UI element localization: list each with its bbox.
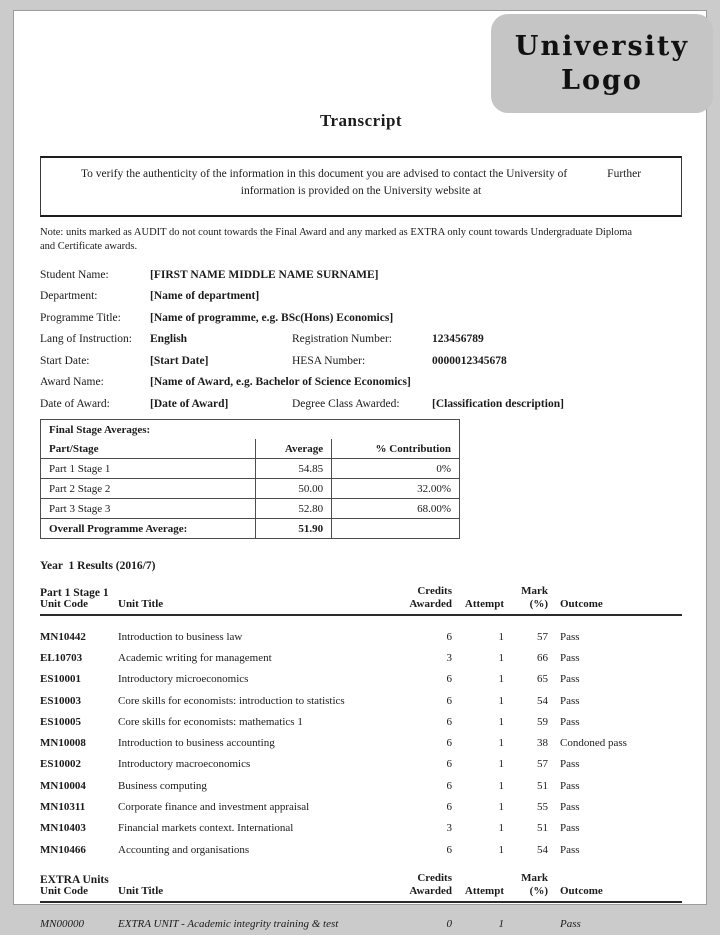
unit-outcome: Pass bbox=[560, 843, 580, 856]
unit-row bbox=[40, 647, 682, 668]
header-unit-code: Unit Code bbox=[40, 872, 118, 902]
header-mark-pct bbox=[504, 872, 548, 902]
header-credits-line1: Credits bbox=[417, 585, 452, 597]
verification-notice bbox=[40, 156, 682, 217]
overall-average-value: 51.90 bbox=[255, 519, 331, 539]
info-label: Award Name: bbox=[40, 376, 104, 388]
student-info-row bbox=[40, 351, 682, 373]
info-label: Start Date: bbox=[40, 354, 90, 367]
info-label: Degree Class Awarded: bbox=[292, 397, 400, 410]
header-outcome: Outcome bbox=[548, 585, 682, 615]
unit-mark: 54 bbox=[537, 694, 548, 707]
spacer-row bbox=[40, 902, 682, 913]
info-label: Date of Award: bbox=[40, 397, 110, 410]
header-credits-awarded bbox=[382, 585, 452, 615]
unit-mark: 55 bbox=[537, 801, 548, 814]
year-results-heading: Year 1 Results (2016/7) bbox=[40, 560, 156, 572]
unit-credits: 6 bbox=[446, 694, 452, 707]
unit-mark: 38 bbox=[537, 737, 548, 750]
info-value: [Name of programme, e.g. BSc(Hons) Economics] bbox=[150, 311, 394, 324]
info-label: Registration Number: bbox=[292, 333, 392, 345]
info-label: Lang of Instruction: bbox=[40, 333, 132, 345]
spacer-cell bbox=[40, 615, 682, 626]
unit-code: MN00000 bbox=[40, 917, 84, 930]
student-info-row bbox=[40, 286, 682, 308]
unit-credits: 6 bbox=[446, 737, 452, 750]
unit-title: Core skills for economists: introduction to statistics bbox=[118, 694, 345, 707]
overall-average-label: Overall Programme Average: bbox=[41, 519, 256, 539]
unit-code: ES10005 bbox=[40, 715, 81, 728]
unit-title: Introductory microeconomics bbox=[118, 673, 249, 686]
unit-attempt: 1 bbox=[498, 779, 504, 792]
unit-attempt: 1 bbox=[498, 758, 504, 771]
unit-row bbox=[40, 913, 682, 934]
spacer-row bbox=[40, 615, 682, 626]
unit-attempt: 1 bbox=[498, 673, 504, 686]
unit-attempt: 1 bbox=[498, 737, 504, 750]
info-value: [Start Date] bbox=[150, 354, 209, 367]
unit-mark: 54 bbox=[537, 843, 548, 856]
unit-attempt: 1 bbox=[498, 843, 504, 856]
info-label: Programme Title: bbox=[40, 311, 121, 324]
header-unit-title: Unit Title bbox=[118, 872, 382, 902]
unit-row bbox=[40, 796, 682, 817]
unit-code: MN10466 bbox=[40, 843, 86, 856]
unit-title: Introductory macroeconomics bbox=[118, 758, 251, 771]
info-label: HESA Number: bbox=[292, 354, 366, 367]
info-value: English bbox=[150, 333, 188, 345]
student-info-section bbox=[40, 265, 682, 416]
unit-row bbox=[40, 669, 682, 690]
unit-credits: 6 bbox=[446, 801, 452, 814]
unit-row bbox=[40, 839, 682, 860]
overall-average-row bbox=[41, 519, 460, 539]
verification-text-part2: Further information is provided on the University website at bbox=[240, 168, 642, 197]
unit-title: Introduction to business accounting bbox=[118, 737, 275, 750]
student-info-row bbox=[40, 372, 682, 394]
page-title: Transcript bbox=[319, 111, 403, 130]
unit-code: MN10008 bbox=[40, 737, 86, 750]
header-credits-line1: Credits bbox=[417, 872, 452, 885]
unit-outcome: Pass bbox=[560, 779, 580, 792]
unit-mark: 59 bbox=[537, 715, 548, 728]
info-value: [Date of Award] bbox=[150, 397, 229, 410]
unit-mark: 65 bbox=[537, 673, 548, 686]
header-credits-line2: Awarded bbox=[409, 598, 452, 610]
audit-note: Note: units marked as AUDIT do not count towards the Final Award and any marked as EXTRA only count towards Undergraduate Diploma and Certificate awards. bbox=[40, 227, 633, 252]
unit-code: MN10442 bbox=[40, 630, 86, 643]
unit-mark: 57 bbox=[537, 630, 548, 643]
header-credits-line2: Awarded bbox=[409, 885, 452, 898]
unit-outcome: Pass bbox=[560, 694, 580, 707]
unit-row bbox=[40, 775, 682, 796]
final-stage-contribution: 68.00% bbox=[332, 499, 460, 519]
student-info-row bbox=[40, 394, 682, 416]
header-contribution: % Contribution bbox=[332, 439, 460, 459]
info-value: 123456789 bbox=[432, 333, 484, 345]
unit-outcome: Pass bbox=[560, 801, 580, 814]
info-value: [FIRST NAME MIDDLE NAME SURNAME] bbox=[150, 268, 379, 281]
final-stage-contribution: 0% bbox=[332, 459, 460, 479]
unit-code: MN10403 bbox=[40, 822, 86, 835]
header-unit-code: Unit Code bbox=[40, 585, 118, 615]
unit-title: Core skills for economists: mathematics 1 bbox=[118, 715, 303, 728]
unit-attempt: 1 bbox=[498, 715, 504, 728]
unit-code: MN10004 bbox=[40, 779, 86, 792]
info-value: [Classification description] bbox=[432, 397, 564, 410]
unit-row bbox=[40, 732, 682, 753]
unit-outcome: Pass bbox=[560, 917, 581, 930]
unit-code: EL10703 bbox=[40, 651, 83, 664]
header-average: Average bbox=[255, 439, 331, 459]
unit-credits: 6 bbox=[446, 715, 452, 728]
student-info-row bbox=[40, 308, 682, 330]
header-attempt: Attempt bbox=[452, 585, 504, 615]
header-mark-line1: Mark bbox=[521, 585, 548, 597]
unit-outcome: Condoned pass bbox=[560, 737, 627, 750]
info-value: 0000012345678 bbox=[432, 354, 507, 367]
unit-attempt: 1 bbox=[498, 801, 504, 814]
part-stage-heading: Part 1 Stage 1 bbox=[40, 587, 109, 599]
header-mark-line1: Mark bbox=[521, 872, 548, 885]
spacer-cell bbox=[40, 902, 682, 913]
info-label: Student Name: bbox=[40, 268, 109, 281]
verification-text-part1: To verify the authenticity of the information in this document you are advised to contact the University of bbox=[80, 168, 568, 180]
unit-row bbox=[40, 626, 682, 647]
final-stage-part: Part 2 Stage 2 bbox=[41, 479, 256, 499]
unit-credits: 6 bbox=[446, 673, 452, 686]
logo-text-line2: Logo bbox=[561, 64, 643, 96]
header-part-stage: Part/Stage bbox=[41, 439, 256, 459]
unit-credits: 6 bbox=[446, 758, 452, 771]
extra-header-row bbox=[40, 872, 682, 902]
header-mark-pct bbox=[504, 585, 548, 615]
extra-units-table bbox=[40, 872, 682, 934]
unit-outcome: Pass bbox=[560, 822, 580, 835]
unit-credits: 3 bbox=[446, 651, 452, 664]
header-mark-line2: (%) bbox=[529, 598, 548, 610]
unit-code: ES10003 bbox=[40, 694, 81, 707]
unit-outcome: Pass bbox=[560, 630, 580, 643]
unit-credits: 6 bbox=[446, 630, 452, 643]
final-stage-averages-table bbox=[40, 419, 460, 539]
unit-mark: 51 bbox=[537, 822, 548, 835]
results-table bbox=[40, 585, 682, 860]
unit-title: Academic writing for management bbox=[118, 651, 272, 664]
info-value: [Name of Award, e.g. Bachelor of Science Economics] bbox=[150, 376, 411, 388]
info-label: Department: bbox=[40, 290, 98, 302]
final-stage-average: 50.00 bbox=[255, 479, 331, 499]
unit-attempt: 1 bbox=[498, 694, 504, 707]
unit-row bbox=[40, 711, 682, 732]
unit-title: Business computing bbox=[118, 779, 207, 792]
final-stage-row bbox=[41, 459, 460, 479]
logo-text-line1: University bbox=[514, 30, 690, 62]
unit-row bbox=[40, 754, 682, 775]
extra-units-heading: EXTRA Units bbox=[40, 874, 109, 887]
final-stage-row bbox=[41, 499, 460, 519]
unit-attempt: 1 bbox=[498, 917, 504, 930]
university-logo bbox=[491, 14, 713, 113]
unit-credits: 6 bbox=[446, 779, 452, 792]
unit-row bbox=[40, 818, 682, 839]
final-stage-average: 52.80 bbox=[255, 499, 331, 519]
unit-mark bbox=[504, 913, 548, 934]
student-info-row bbox=[40, 329, 682, 351]
unit-mark: 57 bbox=[537, 758, 548, 771]
final-stage-part: Part 1 Stage 1 bbox=[41, 459, 256, 479]
final-stage-contribution: 32.00% bbox=[332, 479, 460, 499]
header-credits-awarded bbox=[382, 872, 452, 902]
unit-row bbox=[40, 690, 682, 711]
overall-average-empty bbox=[332, 519, 460, 539]
unit-attempt: 1 bbox=[498, 630, 504, 643]
final-stage-title: Final Stage Averages: bbox=[41, 420, 460, 440]
header-mark-line2: (%) bbox=[529, 885, 548, 898]
unit-credits: 3 bbox=[446, 822, 452, 835]
unit-code: MN10311 bbox=[40, 801, 86, 814]
unit-credits: 6 bbox=[446, 843, 452, 856]
unit-attempt: 1 bbox=[498, 822, 504, 835]
unit-code: ES10002 bbox=[40, 758, 81, 771]
unit-title: Financial markets context. International bbox=[118, 822, 294, 835]
unit-outcome: Pass bbox=[560, 758, 580, 771]
unit-title: Introduction to business law bbox=[118, 630, 243, 643]
transcript-page bbox=[13, 10, 707, 930]
final-stage-average: 54.85 bbox=[255, 459, 331, 479]
header-attempt: Attempt bbox=[452, 872, 504, 902]
unit-title: EXTRA UNIT - Academic integrity training & test bbox=[118, 917, 339, 930]
unit-outcome: Pass bbox=[560, 673, 580, 686]
final-stage-part: Part 3 Stage 3 bbox=[41, 499, 256, 519]
student-info-row bbox=[40, 265, 682, 287]
final-stage-header-row bbox=[41, 439, 460, 459]
unit-code: ES10001 bbox=[40, 673, 81, 686]
unit-outcome: Pass bbox=[560, 651, 580, 664]
unit-mark: 66 bbox=[537, 651, 548, 664]
final-stage-row bbox=[41, 479, 460, 499]
info-value: [Name of department] bbox=[150, 290, 260, 302]
unit-title: Corporate finance and investment appraisal bbox=[118, 801, 310, 814]
unit-title: Accounting and organisations bbox=[118, 843, 250, 856]
unit-outcome: Pass bbox=[560, 715, 580, 728]
unit-mark: 51 bbox=[537, 779, 548, 792]
unit-attempt: 1 bbox=[498, 651, 504, 664]
results-header-row bbox=[40, 585, 682, 615]
header-outcome: Outcome bbox=[548, 872, 682, 902]
final-stage-title-row bbox=[41, 420, 460, 440]
header-unit-title: Unit Title bbox=[118, 585, 382, 615]
unit-credits: 0 bbox=[446, 917, 452, 930]
